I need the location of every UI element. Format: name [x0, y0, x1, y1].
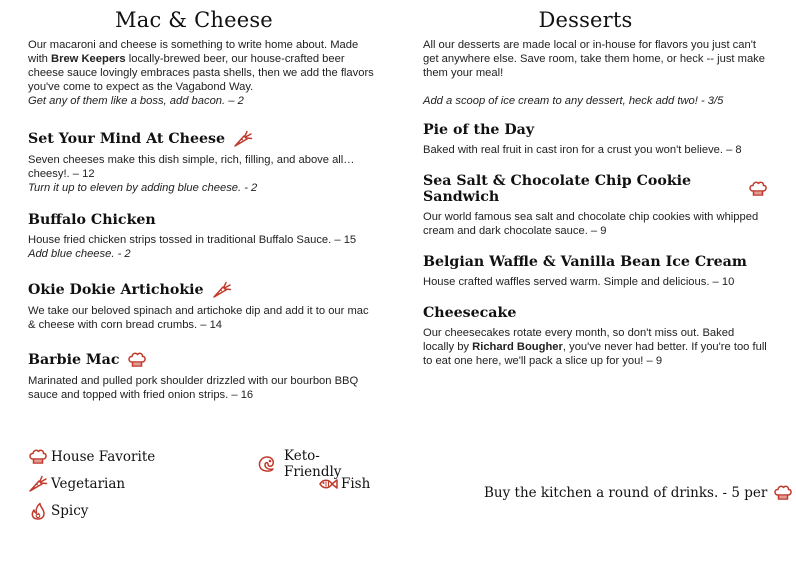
- item-desc: Baked with real fruit in cast iron for a crust you won't believe. – 8: [423, 144, 742, 156]
- fish-icon: [318, 475, 338, 493]
- item-name: Cheesecake: [423, 305, 517, 321]
- legend-fish: Fish: [318, 475, 370, 493]
- mac-and-cheese-section: [28, 8, 378, 402]
- chef-hat-icon: [773, 484, 793, 502]
- item-desc: Our world famous sea salt and chocolate chip cookies with whipped cream and dark chocolate sauce. – 9: [423, 211, 759, 237]
- mac-intro: [28, 38, 378, 108]
- mac-intro-text: Our macaroni and cheese is something to write home about. Made with Brew Keepers locally-brewed beer, our house-crafted beer cheese sauce lovingly embraces pasta shells, then we add the flavors you've come to expect as the Vagabond Way.: [28, 39, 374, 93]
- carrot-icon: [28, 475, 48, 493]
- item-desc: Our cheesecakes rotate every month, so don't miss out. Baked locally by Richard Bougher, you've never had better. If you're too full to eat one here, we'll pack a slice up for you! – 9: [423, 327, 767, 367]
- item-name: Okie Dokie Artichokie: [28, 282, 204, 298]
- mac-intro-note: Get any of them like a boss, add bacon. – 2: [28, 95, 244, 107]
- desserts-section: [423, 8, 768, 368]
- legend-spicy: Spicy: [28, 502, 88, 520]
- footer-text: Buy the kitchen a round of drinks. - 5 per: [484, 485, 768, 501]
- section-title-desserts: Desserts: [538, 8, 633, 32]
- item-note: Turn it up to eleven by adding blue cheese. - 2: [28, 182, 258, 194]
- item-name: Sea Salt & Chocolate Chip Cookie Sandwich: [423, 173, 692, 205]
- item-note: Add blue cheese. - 2: [28, 248, 131, 260]
- item-name: Belgian Waffle & Vanilla Bean Ice Cream: [423, 254, 747, 270]
- menu-item: [423, 173, 768, 238]
- drinks-footer: [484, 484, 793, 502]
- menu-item: [28, 351, 378, 402]
- baker-name: Richard Bougher: [472, 341, 563, 353]
- section-title-mac: Mac & Cheese: [115, 8, 273, 32]
- menu-item: [423, 305, 768, 368]
- carrot-icon: [212, 281, 232, 299]
- item-desc: We take our beloved spinach and artichoke dip and add it to our mac & cheese with corn bread crumbs. – 14: [28, 305, 369, 331]
- desserts-intro: All our desserts are made local or in-house for flavors you just can't get anywhere else. Save room, take them home, or heck -- just make them your meal!: [423, 39, 765, 79]
- item-desc: Marinated and pulled pork shoulder drizzled with our bourbon BBQ sauce and topped with fried onion strips. – 16: [28, 375, 359, 401]
- menu-item: [423, 122, 768, 157]
- chef-hat-icon: [28, 448, 48, 466]
- menu-item: [28, 130, 378, 195]
- menu-item: [28, 281, 378, 332]
- item-name: Pie of the Day: [423, 122, 535, 138]
- legend-vegetarian: Vegetarian: [28, 475, 125, 493]
- brand-name: Brew Keepers: [51, 53, 126, 65]
- chef-hat-icon: [748, 180, 768, 198]
- icon-legend: [28, 448, 373, 530]
- keto-icon: [256, 455, 276, 473]
- item-name: Buffalo Chicken: [28, 212, 156, 228]
- item-desc: Seven cheeses make this dish simple, rich, filling, and above all… cheesy!. – 12: [28, 154, 355, 180]
- desserts-note: Add a scoop of ice cream to any dessert, heck add two! - 3/5: [423, 95, 724, 107]
- legend-keto: Keto-Friendly: [256, 448, 373, 480]
- menu-item: [423, 254, 768, 289]
- item-name: Set Your Mind At Cheese: [28, 131, 226, 147]
- item-desc: House fried chicken strips tossed in traditional Buffalo Sauce. – 15: [28, 234, 357, 246]
- item-name: Barbie Mac: [28, 352, 120, 368]
- chef-hat-icon: [127, 351, 147, 369]
- carrot-icon: [233, 130, 253, 148]
- menu-item: [28, 212, 378, 261]
- item-desc: House crafted waffles served warm. Simple and delicious. – 10: [423, 276, 735, 288]
- legend-house-favorite: House Favorite: [28, 448, 155, 466]
- flame-icon: [28, 502, 48, 520]
